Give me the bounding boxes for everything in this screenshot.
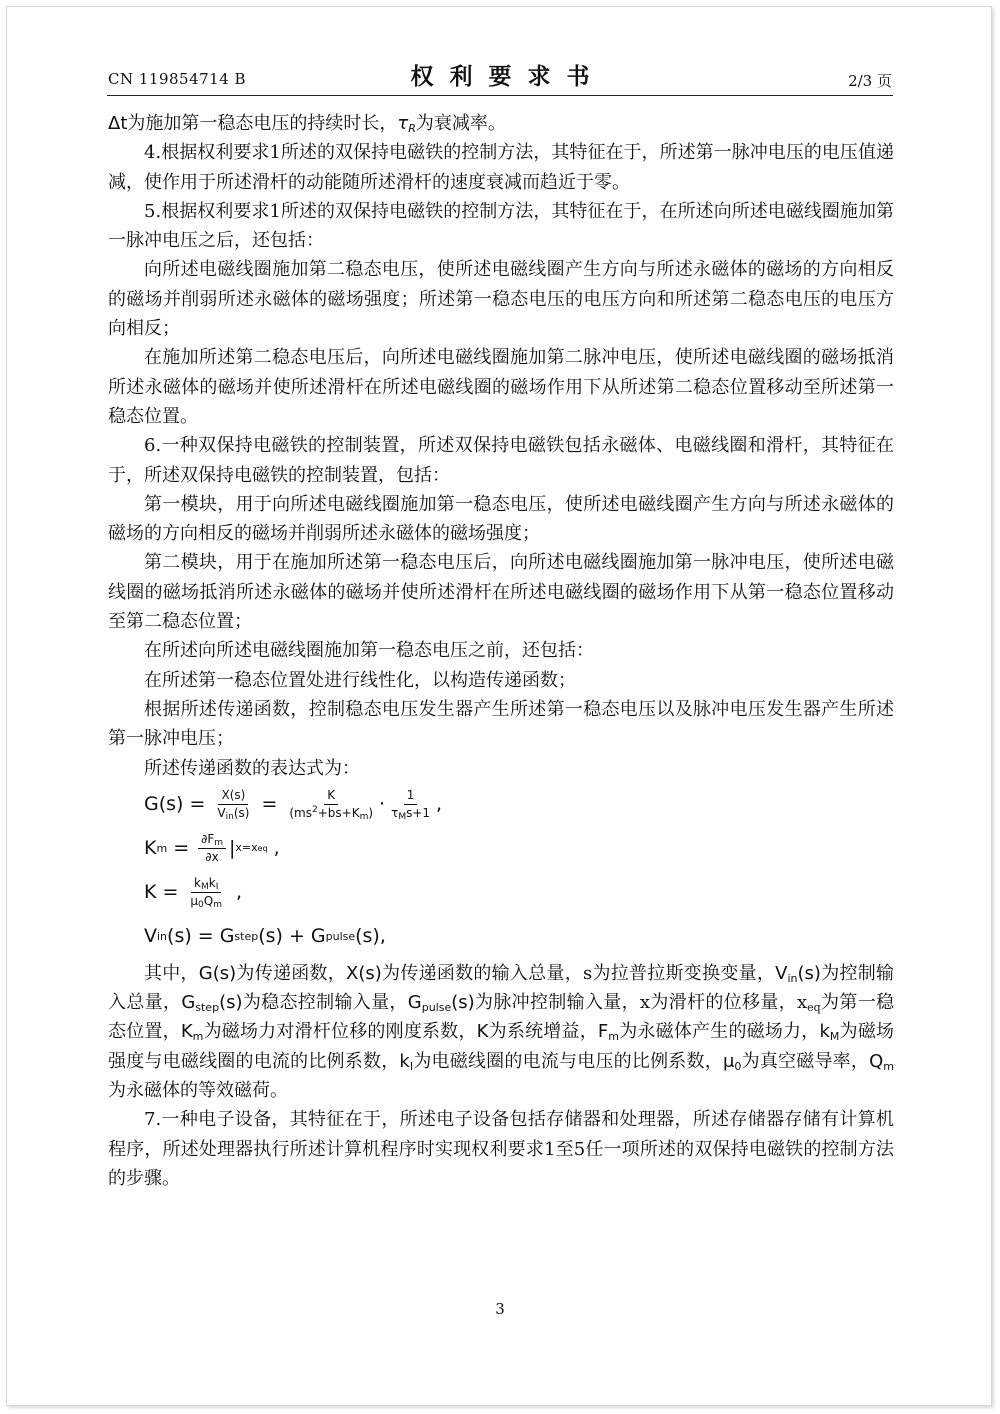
claim-6-before: 在所述向所述电磁线圈施加第一稳态电压之前，还包括： xyxy=(144,640,594,662)
variable-definitions: 其中，G(s)为传递函数，X(s)为传递函数的输入总量，s为拉普拉斯变换变量，$V_{in}(s)$为控制输入总量，$G_{step}(s)$为稳态控制输入量，$G_{pulse}(s)$为脉冲控制输入量，x为滑杆的位移量，$x_{eq}$为第一稳态位置，$K_m$为磁场力对滑杆位移的刚度系数，K为系统增益，$F_m$为永磁体产生的磁场力，$k_M$为磁场强度与电磁线圈的电流的比例系数，$k_I$为电磁线圈的电流与电压的比例系数，$\mu_0$为真空磁导率，$Q_m$为永磁体的等效磁荷。 xyxy=(108,962,895,1102)
claims-body xyxy=(108,109,894,1193)
claim-5: 5.根据权利要求1所述的双保持电磁铁的控制方法，其特征在于，在所述向所述电磁线圈施加第一脉冲电压之后，还包括： xyxy=(108,200,894,252)
claim-4: 4.根据权利要求1所述的双保持电磁铁的控制方法，其特征在于，所述第一脉冲电压的电压值递减，使作用于所述滑杆的动能随所述滑杆的速度衰减而趋近于零。 xyxy=(108,142,894,193)
claim-6-linearize: 在所述第一稳态位置处进行线性化，以构造传递函数； xyxy=(144,669,576,691)
formula-block xyxy=(108,783,894,959)
claim-6-module-2: 第二模块，用于在施加所述第一稳态电压后，向所述电磁线圈施加第一脉冲电压，使所述电磁线圈的磁场抵消所述永磁体的磁场并使所述滑杆在所述电磁线圈的磁场作用下从第一稳态位置移动至第二稳态位置； xyxy=(108,552,894,633)
formula-stiffness: K m = $\frac{\partial F_m}{\partial x}$ | x=xeq , xyxy=(144,832,280,865)
formula-input: V in (s) = G step (s) + G pulse (s) , xyxy=(144,925,386,948)
fraction: $\frac{1}{\tau_Ms+1}$ xyxy=(391,788,431,823)
claim-5-step-2: 在施加所述第二稳态电压后，向所述电磁线圈施加第二脉冲电压，使所述电磁线圈的磁场抵消所述永磁体的磁场并使所述滑杆在所述电磁线圈的磁场作用下从所述第二稳态位置移动至所述第一稳态位置。 xyxy=(108,347,894,427)
page-title: 权利要求书 xyxy=(410,63,606,90)
fraction: $\frac{k_Mk_I}{\mu_0Q_m}$ xyxy=(190,876,222,911)
formula-transfer-function: G(s) = $\frac{X(s)}{V_{in}(s)}$ = $\frac{K}{(ms^2+bs+K_m)}$ · $\frac{1}{\tau_Ms+1}$ , xyxy=(144,788,443,823)
page-number: 3 xyxy=(495,1300,505,1318)
claim-5-step-1: 向所述电磁线圈施加第二稳态电压，使所述电磁线圈产生方向与所述永磁体的磁场的方向相反的磁场并削弱所述永磁体的磁场强度；所述第一稳态电压的电压方向和所述第二稳态电压的电压方向相反； xyxy=(108,259,894,340)
header-rule xyxy=(107,95,893,96)
paragraph-delta-t: Δt为施加第一稳态电压的持续时长，$\tau_R$为衰减率。 xyxy=(108,113,506,135)
claim-7: 7.一种电子设备，其特征在于，所述电子设备包括存储器和处理器，所述存储器存储有计算机程序，所述处理器执行所述计算机程序时实现权利要求1至5任一项所述的双保持电磁铁的控制方法的步骤。 xyxy=(108,1109,894,1189)
fraction: $\frac{K}{(ms^2+bs+K_m)}$ xyxy=(289,788,374,823)
fraction: $\frac{X(s)}{V_{in}(s)}$ xyxy=(217,788,250,823)
patent-number: CN 119854714 B xyxy=(108,70,247,88)
page-indicator: 2/3 页 xyxy=(848,72,892,90)
fraction: $\frac{\partial F_m}{\partial x}$ xyxy=(198,832,226,865)
formula-gain: K = $\frac{k_Mk_I}{\mu_0Q_m}$ , xyxy=(144,876,243,911)
claim-6: 6.一种双保持电磁铁的控制装置，所述双保持电磁铁包括永磁体、电磁线圈和滑杆，其特征在于，所述双保持电磁铁的控制装置，包括： xyxy=(108,435,894,486)
claim-6-control: 根据所述传递函数，控制稳态电压发生器产生所述第一稳态电压以及脉冲电压发生器产生所述第一脉冲电压； xyxy=(108,698,894,750)
claim-6-expression-intro: 所述传递函数的表达式为： xyxy=(144,757,360,779)
claim-6-module-1: 第一模块，用于向所述电磁线圈施加第一稳态电压，使所述电磁线圈产生方向与所述永磁体的磁场的方向相反的磁场并削弱所述永磁体的磁场强度； xyxy=(108,493,894,545)
